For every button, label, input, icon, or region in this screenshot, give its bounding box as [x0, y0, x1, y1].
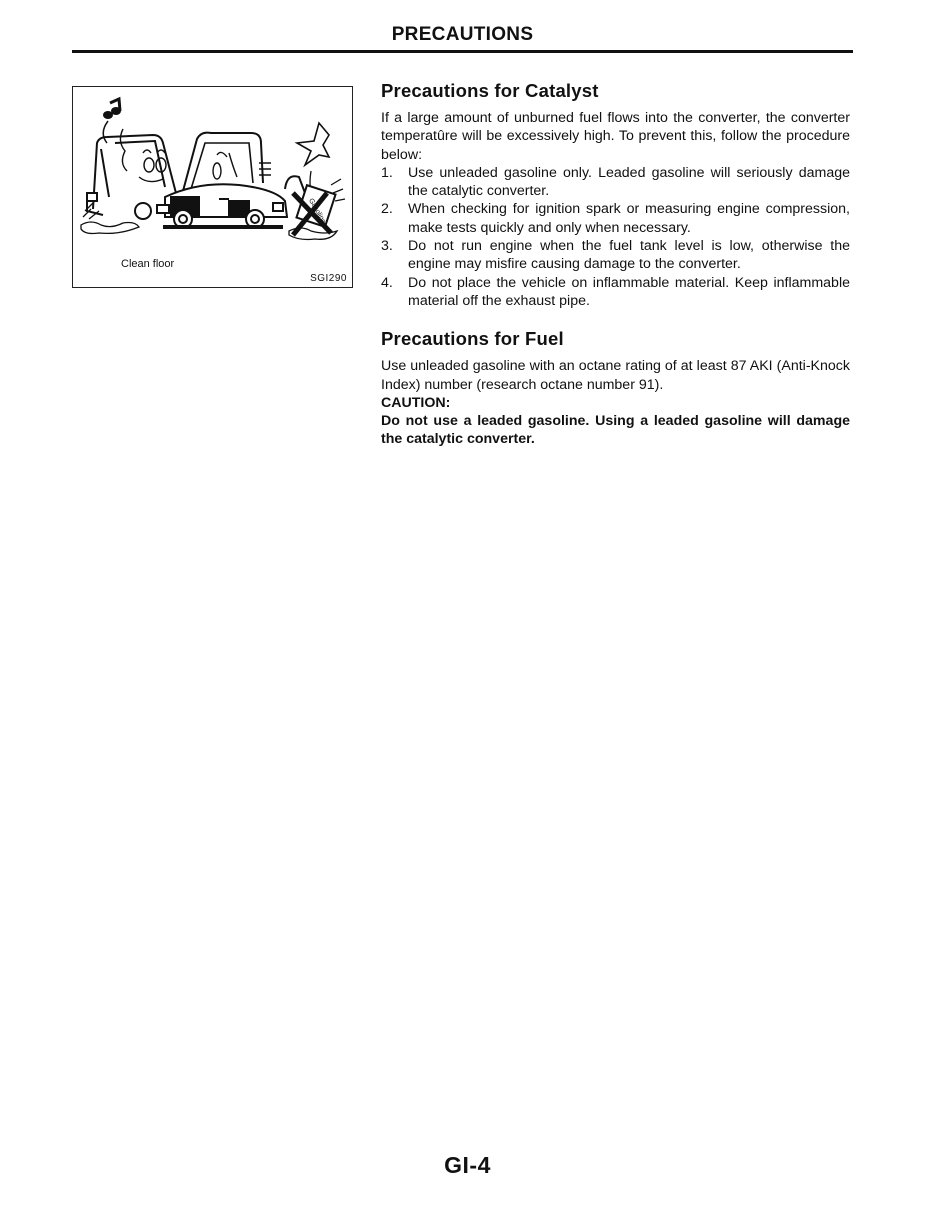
- catalyst-heading: Precautions for Catalyst: [381, 80, 599, 101]
- list-number: 3.: [381, 238, 393, 255]
- header-rule: [72, 50, 853, 53]
- fuel-body: Use unleaded gasoline with an octane rating of at least 87 AKI (Anti-Knock Index) number (research octane number 91).: [381, 358, 850, 393]
- catalyst-intro: If a large amount of unburned fuel flows into the converter, the converter temperatûre will be excessively high. To prevent this, follow the procedure below:: [381, 110, 850, 163]
- list-text: Use unleaded gasoline only. Leaded gasoline will seriously damage the catalytic converter.: [408, 164, 850, 200]
- page-title: PRECAUTIONS: [391, 24, 534, 45]
- svg-text:Gasoline: Gasoline: [307, 197, 327, 225]
- list-item: [381, 237, 850, 274]
- list-number: 4.: [381, 274, 393, 291]
- page-number: GI-4: [444, 1152, 491, 1178]
- catalyst-list: [381, 164, 850, 310]
- cars-illustration: [79, 93, 347, 258]
- list-number: 2.: [381, 201, 393, 218]
- list-text: Do not place the vehicle on inflammable material. Keep inflammable material off the exhaust pipe.: [408, 274, 850, 309]
- caution-text: Do not use a leaded gasoline. Using a leaded gasoline will damage the catalytic converter.: [381, 413, 850, 448]
- list-text: Do not run engine when the fuel tank level is low, otherwise the engine may misfire causing damage to the converter.: [408, 238, 850, 273]
- illustration-figure: [72, 86, 353, 288]
- car-right-icon: [157, 133, 287, 229]
- main-content: [381, 80, 850, 449]
- list-text: When checking for ignition spark or measuring engine compression, make tests quickly and only when necessary.: [408, 201, 850, 236]
- list-number: 1.: [381, 164, 393, 181]
- figure-caption: Clean floor: [121, 258, 175, 270]
- catalyst-section: [381, 80, 850, 310]
- caution-label: CAUTION:: [381, 394, 451, 411]
- list-item: [381, 274, 850, 311]
- fuel-heading: Precautions for Fuel: [381, 328, 564, 350]
- fuel-section: [381, 328, 850, 448]
- figure-code: SGI290: [310, 273, 347, 284]
- list-item: [381, 164, 850, 201]
- list-item: [381, 200, 850, 237]
